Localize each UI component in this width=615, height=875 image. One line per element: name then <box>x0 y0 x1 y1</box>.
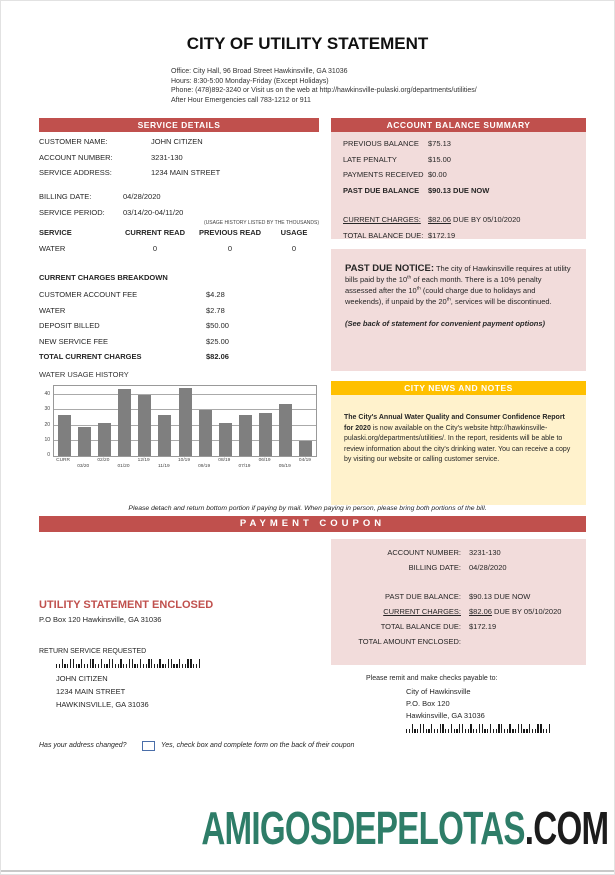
usage-bar <box>299 441 312 456</box>
recipient-street: 1234 MAIN STREET <box>56 687 126 696</box>
usage-bar <box>98 423 111 456</box>
past-due-notice-panel <box>331 249 586 371</box>
y-tick-label: 30 <box>44 406 50 413</box>
past-due-notice-text: PAST DUE NOTICE: The city of Hawkinsville requires at utility bills paid by the 10th of each month. There is a 10% penalty assessed after the 10th (could charge due to holidays and weekends), if unpaid by the 20th, services will be discontinued. <box>345 263 571 306</box>
enclosed-address: P.O Box 120 Hawkinsville, GA 31036 <box>39 615 162 624</box>
service-period-label: SERVICE PERIOD: <box>39 207 105 217</box>
charges-breakdown-block <box>39 287 319 365</box>
x-tick-label: 02/20 <box>97 458 110 463</box>
account-number-value: 3231-130 <box>151 152 183 162</box>
remit-street: P.O. Box 120 <box>406 699 450 708</box>
customer-account-fee-row <box>39 287 319 303</box>
brand-name: AMIGOSDEPELOTAS <box>200 802 525 854</box>
brand-logo <box>201 801 608 855</box>
x-tick-label: 12/19 <box>137 458 150 463</box>
payments-received-label: PAYMENTS RECEIVED <box>343 170 424 179</box>
new-service-fee-label: NEW SERVICE FEE <box>39 336 109 346</box>
service-period-value: 03/14/20-04/11/20 <box>123 207 184 217</box>
address-change-question: Has your address changed? <box>39 742 127 749</box>
coupon-current-charges-label: CURRENT CHARGES: <box>383 607 461 616</box>
customer-account-fee-label: CUSTOMER ACCOUNT FEE <box>39 290 138 299</box>
current-charges-amount: $82.06 <box>428 215 451 224</box>
total-balance-due-value: $172.19 <box>428 230 456 240</box>
usage-bar <box>158 415 171 456</box>
footer-divider <box>1 870 614 872</box>
usage-usage-value: 0 <box>291 244 297 253</box>
customer-name-label: CUSTOMER NAME: <box>39 137 108 146</box>
account-number-label: ACCOUNT NUMBER: <box>39 152 113 162</box>
x-tick-label: 10/19 <box>177 458 190 463</box>
charges-breakdown-header: CURRENT CHARGES BREAKDOWN <box>39 273 168 282</box>
total-balance-due-row <box>331 228 586 244</box>
water-usage-plot <box>53 385 317 457</box>
service-address-label: SERVICE ADDRESS: <box>39 168 112 177</box>
usage-table-row <box>39 244 319 253</box>
past-due-notice-lead: PAST DUE NOTICE: <box>345 263 435 274</box>
address-change-checkbox[interactable] <box>142 741 155 751</box>
office-info <box>171 67 477 105</box>
water-fee-value: $2.78 <box>206 305 225 315</box>
usage-bar <box>219 423 232 456</box>
city-news-panel <box>331 395 586 505</box>
late-penalty-value: $15.00 <box>428 154 451 164</box>
deposit-billed-value: $50.00 <box>206 321 229 330</box>
x-tick-label: 07/19 <box>238 464 251 469</box>
x-tick-label: 08/19 <box>218 458 231 463</box>
usage-bar <box>179 388 192 456</box>
usage-col-service: SERVICE <box>39 228 72 237</box>
usage-col-current: CURRENT READ <box>125 228 185 237</box>
x-tick-label: 03/20 <box>77 464 90 469</box>
water-fee-row <box>39 303 319 319</box>
current-charges-due-by: DUE BY 05/10/2020 <box>450 215 521 224</box>
x-tick-label: 04/19 <box>298 458 311 463</box>
brand-tld: .COM <box>524 802 608 854</box>
remit-postal-barcode-icon <box>406 724 551 733</box>
x-tick-label: 11/19 <box>158 464 170 469</box>
past-due-balance-label: PAST DUE BALANCE <box>343 185 420 195</box>
coupon-past-due-row <box>331 589 586 604</box>
office-address-line: Office: City Hall, 96 Broad Street Hawkinsville, GA 31036 <box>171 68 348 75</box>
new-service-fee-row <box>39 334 319 350</box>
new-service-fee-value: $25.00 <box>206 336 229 346</box>
usage-bar <box>78 427 91 456</box>
service-address-row <box>39 165 319 181</box>
water-fee-label: WATER <box>39 305 66 315</box>
coupon-amount-enclosed-row <box>331 634 586 649</box>
chart-title: WATER USAGE HISTORY <box>39 370 129 379</box>
y-tick-label: 0 <box>47 452 50 458</box>
coupon-account-number-label: ACCOUNT NUMBER: <box>387 548 461 557</box>
x-tick-label: 01/20 <box>117 464 130 469</box>
usage-bar <box>138 395 151 456</box>
recipient-address-block <box>56 672 149 711</box>
postal-barcode-icon <box>56 659 201 668</box>
account-number-row <box>39 150 319 166</box>
coupon-total-balance-row <box>331 619 586 634</box>
customer-account-fee-value: $4.28 <box>206 290 225 299</box>
coupon-billing-date-label: BILLING DATE: <box>408 563 461 572</box>
usage-bar <box>58 415 71 456</box>
payment-coupon-header: PAYMENT COUPON <box>39 516 586 532</box>
coupon-amount-enclosed-label: TOTAL AMOUNT ENCLOSED: <box>358 637 461 646</box>
customer-name-value: JOHN CITIZEN <box>151 137 203 146</box>
account-balance-summary-panel <box>331 132 586 239</box>
previous-balance-value: $75.13 <box>428 139 451 148</box>
usage-bar <box>199 410 212 456</box>
customer-info-block <box>39 134 319 181</box>
usage-table-header <box>39 228 319 237</box>
billing-info-block <box>39 189 319 220</box>
past-due-notice-footnote: (See back of statement for convenient payment options) <box>345 319 546 328</box>
recipient-name: JOHN CITIZEN <box>56 674 108 683</box>
coupon-account-number-value: 3231-130 <box>469 548 501 557</box>
coupon-current-charges-due-by: DUE BY 05/10/2020 <box>491 607 562 616</box>
customer-name-row <box>39 134 319 150</box>
billing-date-label: BILLING DATE: <box>39 192 92 201</box>
coupon-account-number-row <box>331 545 586 560</box>
coupon-current-charges-amount: $82.06 <box>469 607 492 616</box>
enclosed-title: UTILITY STATEMENT ENCLOSED <box>39 599 214 611</box>
late-penalty-row <box>331 152 586 168</box>
service-period-row <box>39 205 319 221</box>
usage-bar <box>259 413 272 456</box>
usage-service-value: WATER <box>39 244 66 253</box>
usage-current-value: 0 <box>152 244 158 253</box>
usage-bar <box>118 389 131 456</box>
total-current-charges-label: TOTAL CURRENT CHARGES <box>39 352 142 361</box>
usage-col-previous: PREVIOUS READ <box>198 228 262 237</box>
deposit-billed-label: DEPOSIT BILLED <box>39 321 100 330</box>
city-news-header: CITY NEWS AND NOTES <box>331 381 586 395</box>
page-title: CITY OF UTILITY STATEMENT <box>186 34 429 53</box>
current-charges-label: CURRENT CHARGES: <box>343 215 421 224</box>
coupon-past-due-value: $90.13 DUE NOW <box>469 592 531 601</box>
remit-note: Please remit and make checks payable to: <box>366 675 498 682</box>
service-details-header: SERVICE DETAILS <box>39 118 319 132</box>
office-emergency-line: After Hour Emergencies call 783-1212 or 911 <box>171 96 311 104</box>
payments-received-value: $0.00 <box>428 170 447 179</box>
service-address-value: 1234 MAIN STREET <box>151 168 221 177</box>
past-due-balance-value: $90.13 DUE NOW <box>428 185 490 195</box>
remit-city: Hawkinsville, GA 31036 <box>406 711 485 720</box>
usage-previous-value: 0 <box>227 244 233 253</box>
x-tick-label: 06/19 <box>258 458 271 463</box>
address-change-instruction: Yes, check box and complete form on the back of their coupon <box>161 742 355 749</box>
late-penalty-label: LATE PENALTY <box>343 154 397 164</box>
x-tick-label: 05/19 <box>278 464 291 469</box>
coupon-amount-enclosed-value <box>461 634 469 649</box>
office-hours-line: Hours: 8:30-5:00 Monday-Friday (Except Holidays) <box>171 77 329 85</box>
usage-bar <box>239 415 252 456</box>
past-due-balance-row <box>331 183 586 199</box>
coupon-total-balance-label: TOTAL BALANCE DUE: <box>380 622 461 631</box>
deposit-billed-row <box>39 318 319 334</box>
usage-note: (USAGE HISTORY LISTED BY THE THOUSANDS) <box>203 220 319 226</box>
office-phone-line: Phone: (478)892-3240 or Visit us on the web at http://hawkinsville-pulaski.org/departments/utilities/ <box>171 87 477 95</box>
remit-name: City of Hawkinsville <box>406 687 471 696</box>
remit-address-block <box>406 686 485 722</box>
coupon-summary-panel <box>331 539 586 665</box>
total-current-charges-row <box>39 349 319 365</box>
return-service-note: RETURN SERVICE REQUESTED <box>39 648 147 655</box>
coupon-current-charges-row <box>331 604 586 619</box>
y-tick-label: 40 <box>44 391 50 398</box>
usage-col-usage: USAGE <box>280 228 308 237</box>
recipient-city: HAWKINSVILLE, GA 31036 <box>56 700 149 709</box>
previous-balance-label: PREVIOUS BALANCE <box>343 139 419 148</box>
billing-date-row <box>39 189 319 205</box>
water-usage-chart <box>39 381 319 477</box>
x-tick-label: 09/19 <box>198 464 211 469</box>
coupon-total-balance-value: $172.19 <box>469 622 497 631</box>
previous-balance-row <box>331 136 586 152</box>
billing-date-value: 04/28/2020 <box>123 192 161 201</box>
x-tick-label: CURR <box>56 458 70 463</box>
current-charges-row <box>331 212 586 228</box>
total-balance-due-label: TOTAL BALANCE DUE: <box>343 230 424 240</box>
total-current-charges-value: $82.06 <box>206 352 229 361</box>
account-balance-summary-header: ACCOUNT BALANCE SUMMARY <box>331 118 586 132</box>
coupon-billing-date-value: 04/28/2020 <box>469 563 507 572</box>
coupon-billing-date-row <box>331 560 586 575</box>
coupon-past-due-label: PAST DUE BALANCE: <box>385 592 461 601</box>
y-tick-label: 20 <box>44 421 50 428</box>
payments-received-row <box>331 167 586 183</box>
detach-note: Please detach and return bottom portion if paying by mail. When paying in person, please bring both portions of the bill. <box>128 505 487 512</box>
city-news-text: The City's Annual Water Quality and Consumer Confidence Report for 2020 is now available on the City's website http://hawkinsville-pulaski.org/departments/utilities/. In the report, residents will be able to review information about the city's drinking water. You can receive a copy by visiting our website or calling customer service. <box>344 414 571 464</box>
usage-bar <box>279 404 292 456</box>
y-tick-label: 10 <box>44 436 50 443</box>
